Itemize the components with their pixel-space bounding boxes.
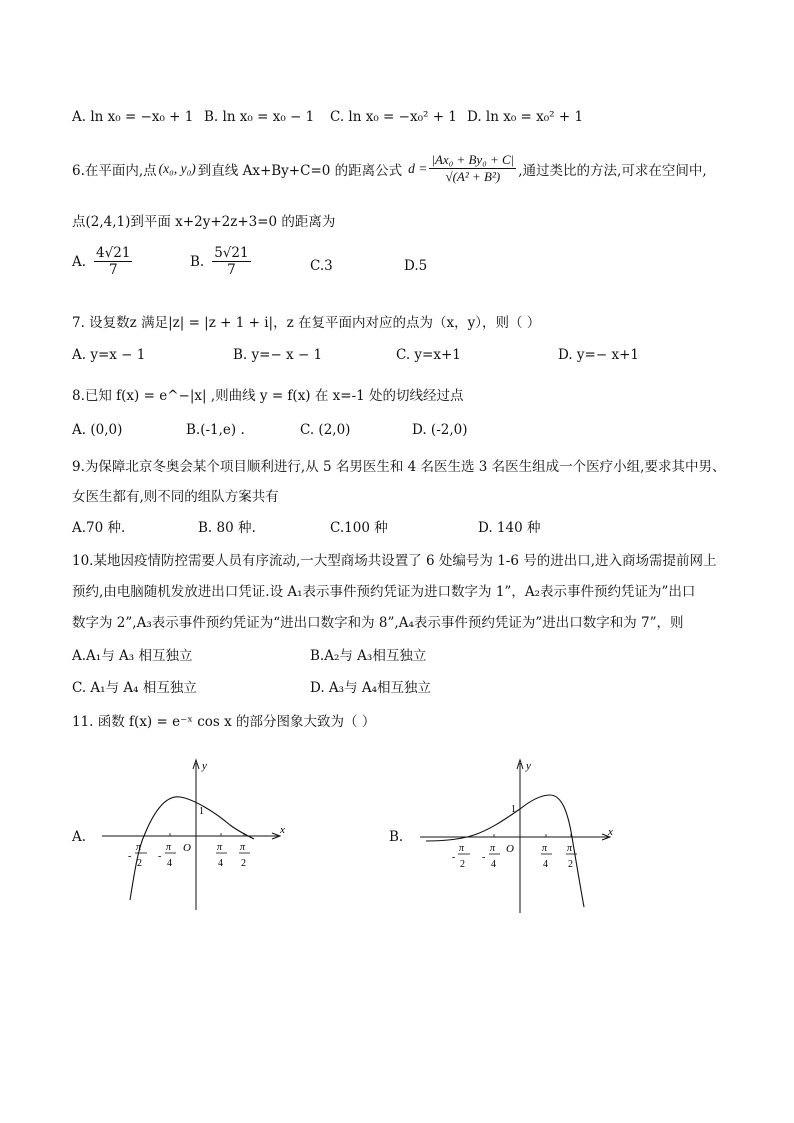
q8-option-a[interactable]: A. (0,0) bbox=[72, 422, 123, 438]
q11-graph-a[interactable] bbox=[90, 755, 290, 915]
q11-stem: 11. 函数 f(x) = e⁻ˣ cos x 的部分图象大致为（ ） bbox=[72, 714, 376, 730]
q10-option-a[interactable]: A.A₁与 A₃ 相互独立 bbox=[72, 648, 193, 664]
q6-option-b-label: B. bbox=[190, 253, 205, 270]
graph-a-tick-pi2-num: π bbox=[240, 842, 246, 853]
graph-a-tick-neg-pi2-num: π bbox=[136, 842, 142, 853]
graph-a-tick-pi4-num: π bbox=[217, 842, 223, 853]
q9-option-c[interactable]: C.100 种 bbox=[330, 520, 388, 536]
q6-option-a[interactable] bbox=[72, 245, 132, 278]
q6-stem bbox=[72, 152, 707, 185]
q9-line2: 女医生都有,则不同的组队方案共有 bbox=[72, 489, 279, 505]
graph-a-origin-label: O bbox=[183, 842, 191, 854]
q10-option-b[interactable]: B.A₂与 A₃相互独立 bbox=[310, 648, 427, 664]
graph-b-tick-neg-pi4-sign: - bbox=[482, 852, 486, 863]
q10-option-c[interactable]: C. A₁与 A₄ 相互独立 bbox=[72, 680, 197, 696]
graph-b-tick-neg-pi4-den: 4 bbox=[491, 859, 496, 870]
graph-a-x-label: x bbox=[280, 824, 285, 836]
q6-option-a-num: 4√21 bbox=[96, 245, 131, 261]
q6-stem-post: ,通过类比的方法,可求在空间中, bbox=[518, 162, 707, 179]
graph-b-tick-neg-pi2-den: 2 bbox=[460, 859, 465, 870]
q6-option-a-den: 7 bbox=[108, 262, 118, 278]
q7-option-d[interactable]: D. y=− x+1 bbox=[558, 347, 639, 363]
q6-option-b-fraction bbox=[212, 245, 250, 278]
q6-option-b-den: 7 bbox=[227, 262, 236, 278]
q5-option-c[interactable]: C. ln x₀ = −x₀² + 1 bbox=[330, 109, 457, 125]
q7-stem: 7. 设复数z 满足|z| = |z + 1 + i|，z 在复平面内对应的点为（x，y），则（ ） bbox=[72, 315, 541, 331]
q6-formula-denominator: √(A² + B²) bbox=[445, 169, 501, 184]
graph-b-tick-pi4-den: 4 bbox=[543, 859, 548, 870]
q5-option-a[interactable]: A. ln x₀ = −x₀ + 1 bbox=[72, 109, 194, 125]
q9-option-b[interactable]: B. 80 种. bbox=[198, 520, 256, 536]
q6-d-eq: d = bbox=[408, 160, 428, 176]
graph-a-one-label: 1 bbox=[199, 806, 204, 817]
q6-option-b-num: 5√21 bbox=[214, 245, 249, 261]
q6-option-c[interactable]: C.3 bbox=[310, 258, 333, 274]
graph-b-tick-neg-pi2-sign: - bbox=[452, 852, 456, 863]
q7-option-c[interactable]: C. y=x+1 bbox=[396, 347, 461, 363]
graph-a-tick-neg-pi4-sign: - bbox=[158, 851, 162, 862]
graph-a-y-label: y bbox=[202, 760, 207, 772]
q5-option-d[interactable]: D. ln x₀ = x₀² + 1 bbox=[467, 109, 584, 125]
q11-graph-b[interactable] bbox=[412, 755, 622, 917]
q8-stem: 8.已知 f(x) = e^−|x| ,则曲线 y = f(x) 在 x=-1 处的切线经过点 bbox=[72, 388, 464, 404]
graph-a-tick-neg-pi2-den: 2 bbox=[137, 858, 142, 869]
q7-option-a[interactable]: A. y=x − 1 bbox=[72, 347, 146, 363]
graph-a-tick-neg-pi4-den: 4 bbox=[167, 858, 172, 869]
q11-option-b-label[interactable]: B. bbox=[389, 829, 404, 845]
q6-distance-formula bbox=[429, 152, 516, 185]
graph-b-tick-neg-pi2-num: π bbox=[459, 843, 465, 854]
q7-option-b[interactable]: B. y=− x − 1 bbox=[233, 347, 323, 363]
graph-b-tick-pi2-num: π bbox=[567, 843, 573, 854]
graph-b-tick-neg-pi4-num: π bbox=[490, 843, 496, 854]
q6-stem-mid: 到直线 Ax+By+C=0 的距离公式 bbox=[197, 162, 403, 179]
q6-stem-pre: 6.在平面内,点 bbox=[72, 162, 157, 179]
q6-line2: 点(2,4,1)到平面 x+2y+2z+3=0 的距离为 bbox=[72, 214, 336, 230]
graph-b-one-label: 1 bbox=[511, 804, 516, 815]
q11-option-a-label[interactable]: A. bbox=[72, 829, 87, 845]
q10-option-d[interactable]: D. A₃与 A₄相互独立 bbox=[310, 680, 432, 696]
q9-option-a[interactable]: A.70 种. bbox=[72, 520, 126, 536]
q9-option-d[interactable]: D. 140 种 bbox=[478, 520, 541, 536]
q6-option-a-fraction bbox=[94, 245, 132, 278]
q5-option-b[interactable]: B. ln x₀ = x₀ − 1 bbox=[204, 109, 315, 125]
graph-b-y-label: y bbox=[526, 760, 531, 772]
q6-option-b[interactable] bbox=[190, 245, 251, 278]
q10-line2: 预约,由电脑随机发放进出口凭证.设 A₁表示事件预约凭证为进口数字为 1”，A₂表示事件预约凭证为”出口 bbox=[72, 584, 696, 600]
graph-a-curve bbox=[130, 797, 254, 900]
q6-formula-numerator: |Ax₀ + By₀ + C| bbox=[431, 152, 515, 167]
graph-b-tick-pi4-num: π bbox=[542, 843, 548, 854]
graph-a-tick-neg-pi2-sign: - bbox=[128, 851, 132, 862]
graph-b-curve bbox=[426, 795, 584, 907]
q8-option-b[interactable]: B.(-1,e) . bbox=[186, 422, 245, 438]
graph-a-tick-pi4-den: 4 bbox=[218, 858, 223, 869]
q9-line1: 9.为保障北京冬奥会某个项目顺利进行,从 5 名男医生和 4 名医生选 3 名医生组成一个医疗小组,要求其中男、 bbox=[72, 459, 726, 475]
q8-option-d[interactable]: D. (-2,0) bbox=[412, 422, 468, 438]
q10-line1: 10.某地因疫情防控需要人员有序流动,一大型商场共设置了 6 处编号为 1-6 号的进出口,进入商场需提前网上 bbox=[72, 553, 717, 569]
q6-option-d[interactable]: D.5 bbox=[404, 258, 428, 274]
q6-option-a-label: A. bbox=[72, 253, 87, 270]
graph-a-tick-pi2-den: 2 bbox=[241, 858, 246, 869]
graph-b-tick-pi2-den: 2 bbox=[568, 859, 573, 870]
graph-a-tick-neg-pi4-num: π bbox=[166, 842, 172, 853]
graph-b-origin-label: O bbox=[506, 843, 514, 855]
q6-point: (x₀, y₀) bbox=[158, 160, 196, 176]
q10-line3: 数字为 2”,A₃表示事件预约凭证为“进出口数字和为 8”,A₄表示事件预约凭证为”进出口数字和为 7”，则 bbox=[72, 615, 684, 631]
q8-option-c[interactable]: C. (2,0) bbox=[300, 422, 351, 438]
graph-b-x-label: x bbox=[608, 826, 613, 838]
